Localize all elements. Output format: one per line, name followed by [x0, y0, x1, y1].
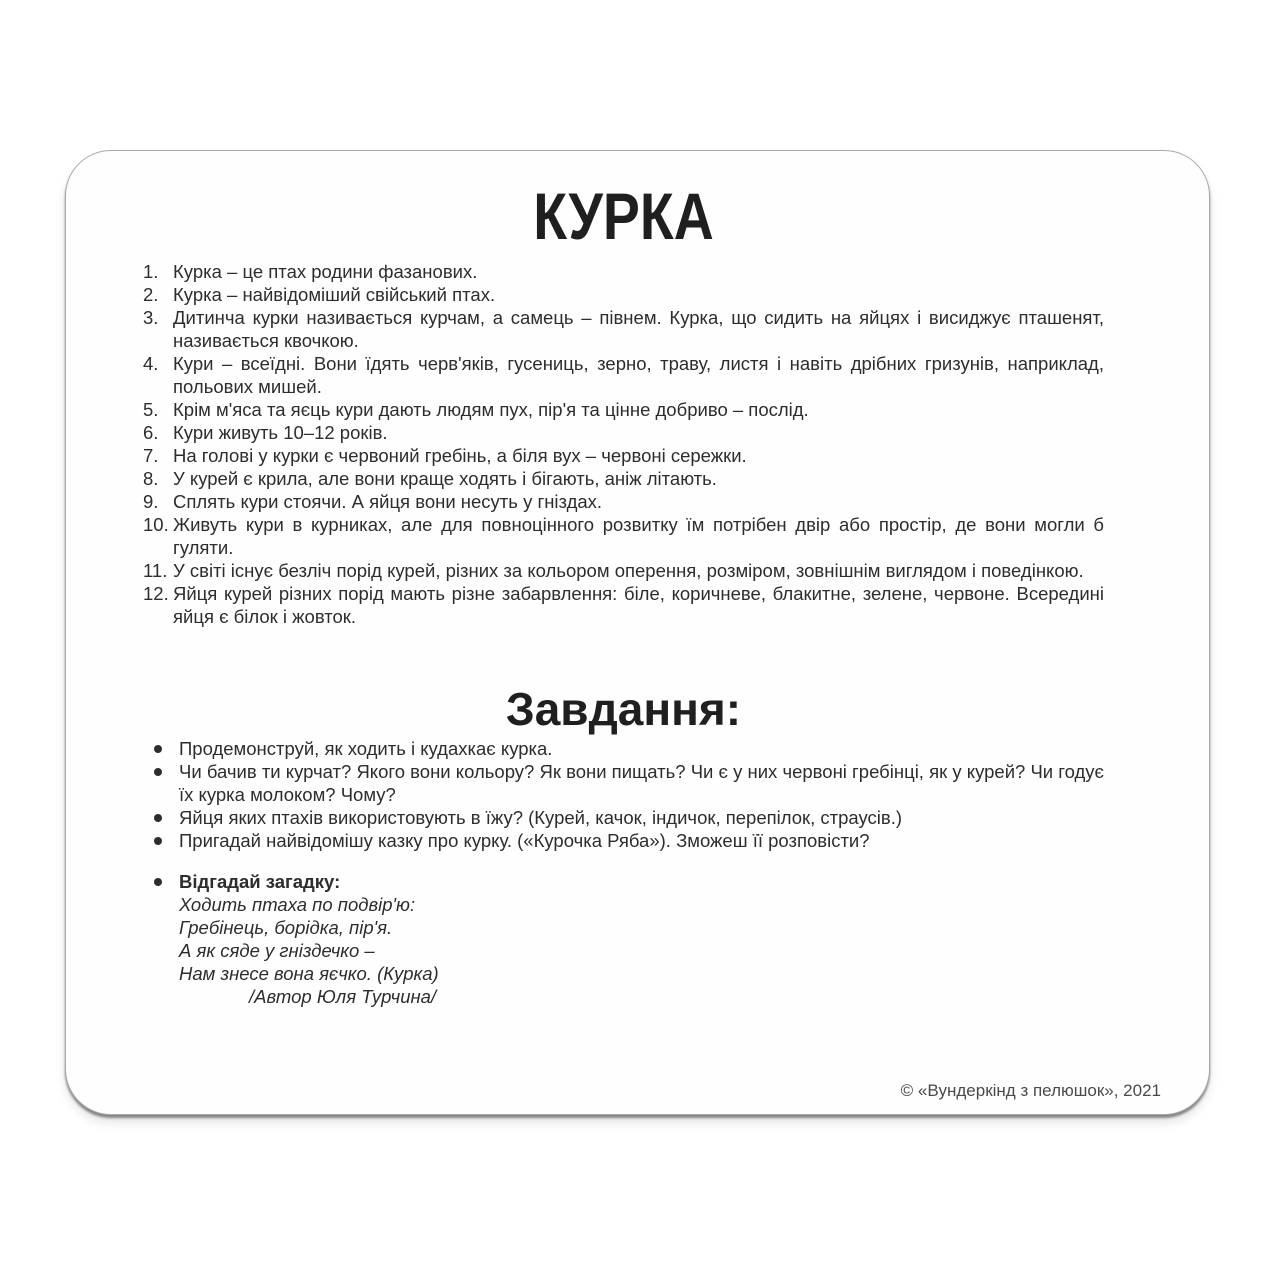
riddle-label-row: [143, 870, 1104, 893]
facts-list: [143, 260, 1104, 628]
card-title: [143, 179, 1104, 253]
fact-number: 12.: [143, 583, 169, 604]
fact-number: 7.: [143, 445, 159, 466]
fact-number: 8.: [143, 468, 159, 489]
riddle-line: А як сяде у гніздечко –: [179, 940, 375, 961]
riddle-line: Нам знесе вона яєчко. (Курка): [179, 963, 439, 984]
fact-text: Курка – найвідоміший свійський птах.: [173, 284, 496, 305]
task-text: Пригадай найвідомішу казку про курку. («Курочка Ряба»). Зможеш її розповісти?: [179, 830, 870, 851]
fact-number: 5.: [143, 399, 159, 420]
fact-item: [143, 283, 1104, 306]
fact-item: [143, 306, 1104, 352]
fact-number: 6.: [143, 422, 159, 443]
fact-text: Крім м'яса та яєць кури дають людям пух, пір'я та цінне добриво – послід.: [173, 399, 809, 420]
fact-number: 1.: [143, 261, 159, 282]
fact-item: [143, 467, 1104, 490]
fact-text: Живуть кури в курниках, але для повноцінного розвитку їм потрібен двір або простір, де вони могли б гуляти.: [173, 514, 1104, 558]
riddle-label: Відгадай загадку:: [179, 871, 341, 892]
flashcard: [65, 150, 1210, 1115]
bullet-icon: [154, 745, 162, 753]
fact-number: 2.: [143, 284, 159, 305]
fact-text: На голові у курки є червоний гребінь, а біля вух – червоні сережки.: [173, 445, 747, 466]
fact-text: Яйця курей різних порід мають різне забарвлення: біле, коричневе, блакитне, зелене, червоне. Всередині яйця є білок і жовток.: [173, 583, 1104, 627]
task-item: [143, 760, 1104, 806]
task-item: [143, 829, 1104, 852]
fact-item: [143, 421, 1104, 444]
fact-number: 3.: [143, 307, 159, 328]
task-text: Чи бачив ти курчат? Якого вони кольору? Як вони пищать? Чи є у них червоні гребінці, як у курей? Чи годує їх курка молоком? Чому?: [179, 761, 1104, 805]
fact-text: Сплять кури стоячи. А яйця вони несуть у гніздах.: [173, 491, 603, 512]
fact-item: [143, 444, 1104, 467]
task-text: Яйця яких птахів використовують в їжу? (Курей, качок, індичок, перепілок, страусів.): [179, 807, 903, 828]
fact-item: [143, 582, 1104, 628]
fact-text: Кури – всеїдні. Вони їдять черв'яків, гусениць, зерно, траву, листя і навіть дрібних гризунів, наприклад, польових мишей.: [173, 353, 1104, 397]
riddle-author: /Автор Юля Турчина/: [249, 986, 437, 1007]
bullet-icon: [154, 768, 162, 776]
fact-text: Курка – це птах родини фазанових.: [173, 261, 478, 282]
task-item: [143, 737, 1104, 760]
task-text: Продемонструй, як ходить і кудахкає курка.: [179, 738, 553, 759]
fact-text: Кури живуть 10–12 років.: [173, 422, 388, 443]
fact-number: 11.: [143, 560, 168, 581]
bullet-icon: [154, 837, 162, 845]
fact-item: [143, 398, 1104, 421]
fact-number: 4.: [143, 353, 159, 374]
fact-item: [143, 490, 1104, 513]
fact-text: У курей є крила, але вони краще ходять і бігають, аніж літають.: [173, 468, 717, 489]
card-title-text: КУРКА: [533, 179, 714, 253]
task-item: [143, 806, 1104, 829]
tasks-heading: Завдання:: [505, 683, 742, 735]
riddle-section: [143, 870, 1104, 1008]
fact-item: [143, 513, 1104, 559]
fact-number: 9.: [143, 491, 159, 512]
fact-item: [143, 260, 1104, 283]
copyright-note: © «Вундеркінд з пелюшок», 2021: [900, 1081, 1161, 1100]
fact-item: [143, 352, 1104, 398]
fact-number: 10.: [143, 514, 169, 535]
fact-text: У світі існує безліч порід курей, різних за кольором оперення, розміром, зовнішнім виглядом і поведінкою.: [173, 560, 1084, 581]
bullet-icon: [154, 878, 162, 886]
riddle-line: Гребінець, борідка, пір'я.: [179, 917, 393, 938]
tasks-list: [143, 737, 1104, 852]
bullet-icon: [154, 814, 162, 822]
fact-item: [143, 559, 1104, 582]
fact-text: Дитинча курки називається курчам, а самець – півнем. Курка, що сидить на яйцях і висиджує пташенят, називається квочкою.: [173, 307, 1104, 351]
riddle-line: Ходить птаха по подвір'ю:: [179, 894, 416, 915]
